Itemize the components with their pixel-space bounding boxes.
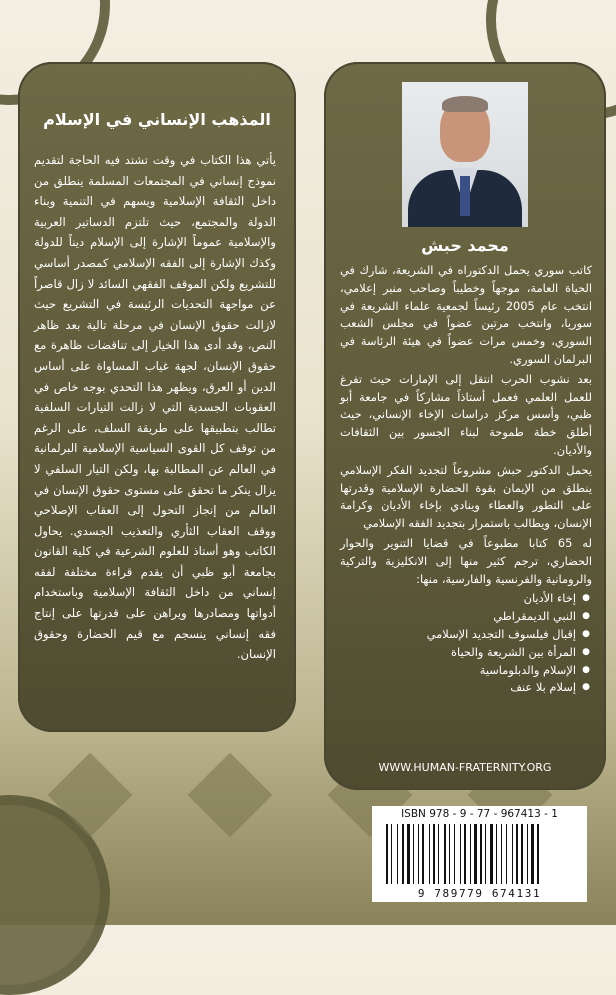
barcode-bar: [411, 824, 412, 884]
author-name: محمد حبش: [421, 236, 509, 255]
list-item: ● الإسلام والدبلوماسية: [340, 662, 592, 680]
barcode-bar: [527, 824, 528, 884]
barcode-bar: [498, 824, 500, 884]
barcode-bar: [494, 824, 495, 884]
barcode-bar: [418, 824, 419, 884]
barcode-bar: [440, 824, 443, 884]
list-item: ● النبي الديمقراطي: [340, 608, 592, 626]
list-item: ● إسلام بلا عنف: [340, 679, 592, 697]
barcode-bar: [478, 824, 479, 884]
barcode-bar: [464, 824, 466, 884]
barcode-bar: [516, 824, 518, 884]
author-panel: [324, 62, 606, 790]
barcode-bar: [485, 824, 486, 884]
barcode-bar: [480, 824, 482, 884]
barcode-bar: [449, 824, 450, 884]
website-link[interactable]: WWW.HUMAN-FRATERNITY.ORG: [378, 761, 552, 774]
barcode-bar: [456, 824, 459, 884]
author-bio-paragraph: له 65 كتابا مطبوعاً في قضايا التنوير والحوار الحضاري، ترجم كثير منها إلى الانكليزية والتركية والرومانية والفرنسية والفارسية، منها:: [340, 535, 592, 586]
book-description: يأتي هذا الكتاب في وقت تشتد فيه الحاجة لتقديم نموذج إنساني في المجتمعات المسلمة ينطلق من داخل الثقافة الإسلامية ويسهم في التنمية وبناء الدولة والمجتمع، حيث تلتزم الدساتير العربية والإسلامية عموماً الإشارة إلى الإسلام ديناً للدولة وكذك الإشارة إلى الفقه الإسلامي كمصدر أساسي للتشريع ولكن الموقف الفقهي السائد لا زال قاصراً عن مواجهة التحديات الرئيسة في التشريع حيث لازالت حقوق الإنسان في مرحلة تالية بعد ظاهر النص، وقد أدى هذا الخيار إلى تناقضات ظاهرة مع حقوق الإنسان، لجهة غياب المساواة على أساس الدين أو العرق، ويظهر هذا التحدي بوجه خاص في العقوبات الجسدية التي لا زالت التيارات السلفية تطالب بتطبيقها على طريقة السلف، على الرغم من توقف كل القوى السياسية الإسلامية البرلمانية في العالم عن المطالبة بها، ولكن التيار السلفي لا يزال ينكر ما تحقق على مستوى حقوق الإنسان في العالم من إنجاز التحول إلى العقاب الإصلاحي ووقف العقاب الثأري والتعذيب الجسدي. يحاول الكاتب وهو أستاذ للعلوم الشرعية في كلية القانون بجامعة أبو ظبي أن يقدم قراءة مختلفة لفقه إنساني من داخل الثقافة الإسلامية وباستخدام أدواتها ومصادرها ويراهن على قدرتها على إنتاج فقه إنساني ينسجم مع قيم الحضارة وحقوق الإنسان.: [34, 153, 276, 662]
barcode-bar: [454, 824, 455, 884]
barcode-bar: [540, 824, 541, 884]
barcode-bar: [425, 824, 428, 884]
barcode-bar: [391, 824, 392, 884]
book-description-panel: [18, 62, 296, 732]
barcode-bar: [420, 824, 421, 884]
author-bio-paragraph: بعد نشوب الحرب انتقل إلى الإمارات حيث تفرغ للعمل العلمي فعمل أستاذاً مشاركاً في جامعة أبو ظبي، وأسس مركز دراسات الإخاء الإنساني، حيث أطلق خطة طموحة لبناء الجسور بين الثقافات والأديان.: [340, 371, 592, 457]
barcode-bar: [472, 824, 473, 884]
barcode-bar: [531, 824, 534, 884]
barcode-bar: [508, 824, 511, 884]
barcode-bar: [451, 824, 453, 884]
barcode-bar: [389, 824, 390, 884]
isbn-barcode: [372, 806, 587, 902]
barcode-bar: [483, 824, 484, 884]
barcode-bar: [519, 824, 520, 884]
barcode-bar: [487, 824, 489, 884]
barcode-bar: [415, 824, 417, 884]
barcode-bar: [438, 824, 439, 884]
works-list: [340, 590, 592, 697]
barcode-bar: [436, 824, 437, 884]
barcode-bar: [470, 824, 471, 884]
barcode-bar: [514, 824, 515, 884]
barcode-bar: [399, 824, 401, 884]
barcode-bar: [521, 824, 523, 884]
barcode-bar: [496, 824, 497, 884]
barcode-bar: [402, 824, 404, 884]
barcode-bar: [397, 824, 398, 884]
barcode-bar: [431, 824, 432, 884]
list-item: ● المرأة بين الشريعة والحياة: [340, 644, 592, 662]
barcode-bar: [524, 824, 526, 884]
barcode-bar: [422, 824, 424, 884]
barcode-bar: [460, 824, 461, 884]
barcode-bar: [413, 824, 414, 884]
barcode-bar: [512, 824, 513, 884]
barcode-bar: [535, 824, 536, 884]
barcode-bar: [447, 824, 448, 884]
author-bio-paragraph: يحمل الدكتور حبش مشروعاً لتجديد الفكر الإسلامي ينطلق من الإيمان بقوة الحضارة الإسلامية وقدرتها على التطور والعطاء وينادي بإخاء الأديان وكرامة الإنسان، ويطالب باستمرار بتجديد الفقه الإسلامي: [340, 462, 592, 531]
barcode-bar: [537, 824, 539, 884]
barcode-icon: [386, 824, 576, 884]
barcode-bar: [393, 824, 396, 884]
barcode-bar: [429, 824, 430, 884]
barcode-bar: [506, 824, 507, 884]
author-bio: [340, 262, 592, 697]
barcode-bar: [467, 824, 469, 884]
barcode-bar: [501, 824, 502, 884]
list-item: ● إقبال فيلسوف التجديد الإسلامي: [340, 626, 592, 644]
barcode-bar: [474, 824, 477, 884]
author-bio-paragraph: كاتب سوري يحمل الدكتوراه في الشريعة، شارك في الحياة العامة، موجهاً وخطيباً وصاحب منبر إعلامي، انتخب عام 2005 رئيساً لجمعية علماء الشريعة في سوريا، وانتخب مرتين عضواً في مجلس الشعب السوري، وخمس مرات عضواً في هيئة الرئاسة في البرلمان السوري.: [340, 263, 592, 366]
isbn-digits: 9 789779 674131: [417, 887, 542, 900]
barcode-bar: [462, 824, 463, 884]
author-photo: [402, 82, 528, 227]
barcode-bar: [529, 824, 530, 884]
barcode-bar: [444, 824, 446, 884]
barcode-bar: [386, 824, 388, 884]
barcode-bar: [490, 824, 493, 884]
barcode-bar: [407, 824, 410, 884]
barcode-bar: [503, 824, 505, 884]
list-item: ● إخاء الأديان: [340, 590, 592, 608]
barcode-bar: [433, 824, 435, 884]
book-title: المذهب الإنساني في الإسلام: [43, 110, 271, 129]
star-pattern-icon: [48, 753, 133, 838]
isbn-label: ISBN 978 - 9 - 77 - 967413 - 1: [401, 808, 558, 820]
barcode-bar: [405, 824, 406, 884]
star-pattern-icon: [188, 753, 273, 838]
